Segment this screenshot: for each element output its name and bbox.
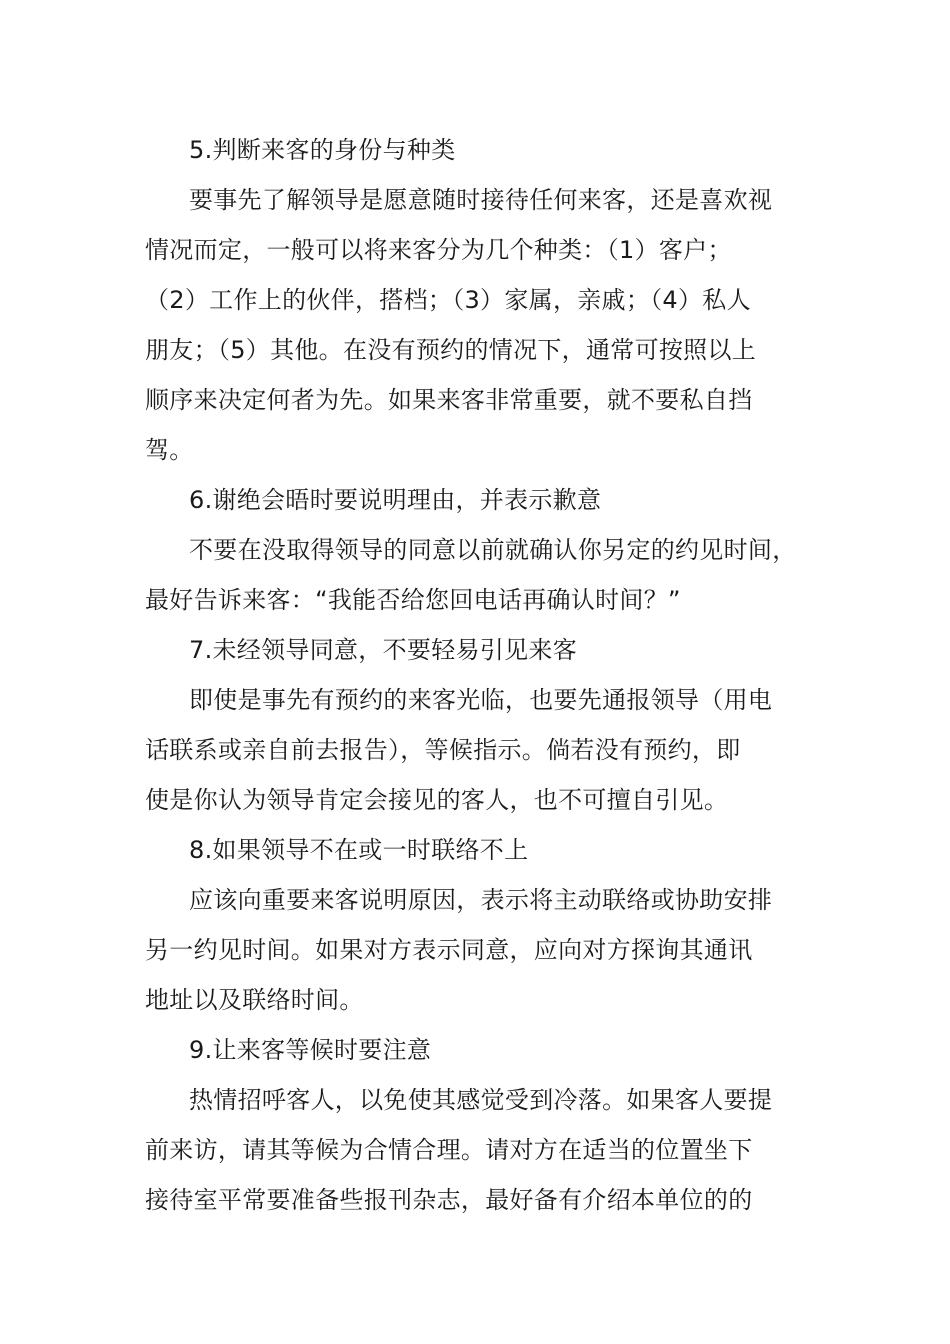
paragraph-line: 前来访，请其等候为合情合理。请对方在适当的位置坐下 xyxy=(145,1136,753,1164)
paragraph-line: 驾。 xyxy=(145,436,194,464)
heading-8: 8.如果领导不在或一时联络不上 xyxy=(189,836,529,864)
paragraph-line: 不要在没取得领导的同意以前就确认你另定的约见时间， xyxy=(189,536,797,564)
paragraph-line: 最好告诉来客：“我能否给您回电话再确认时间？” xyxy=(145,586,681,614)
paragraph-line: 地址以及联络时间。 xyxy=(145,986,364,1014)
paragraph-line: （2）工作上的伙伴，搭档；（3）家属，亲戚；（4）私人 xyxy=(145,286,751,314)
heading-7: 7.未经领导同意，不要轻易引见来客 xyxy=(189,636,577,664)
paragraph-line: 热情招呼客人，以免使其感觉受到冷落。如果客人要提 xyxy=(189,1086,773,1114)
document-body xyxy=(145,125,825,1225)
paragraph-line: 顺序来决定何者为先。如果来客非常重要，就不要私自挡 xyxy=(145,386,753,414)
paragraph-line: 使是你认为领导肯定会接见的客人，也不可擅自引见。 xyxy=(145,786,729,814)
heading-6: 6.谢绝会晤时要说明理由，并表示歉意 xyxy=(189,486,602,514)
paragraph-line: 情况而定，一般可以将来客分为几个种类：（1）客户； xyxy=(145,236,732,264)
heading-9: 9.让来客等候时要注意 xyxy=(189,1036,432,1064)
paragraph-line: 要事先了解领导是愿意随时接待任何来客，还是喜欢视 xyxy=(189,186,773,214)
paragraph-line: 另一约见时间。如果对方表示同意，应向对方探询其通讯 xyxy=(145,936,753,964)
paragraph-line: 接待室平常要准备些报刊杂志，最好备有介绍本单位的的 xyxy=(145,1186,753,1214)
heading-5: 5.判断来客的身份与种类 xyxy=(189,136,456,164)
paragraph-line: 话联系或亲自前去报告），等候指示。倘若没有预约，即 xyxy=(145,736,741,764)
paragraph-line: 朋友；（5）其他。在没有预约的情况下，通常可按照以上 xyxy=(145,336,757,364)
paragraph-line: 即使是事先有预约的来客光临，也要先通报领导（用电 xyxy=(189,686,773,714)
paragraph-line: 应该向重要来客说明原因，表示将主动联络或协助安排 xyxy=(189,886,773,914)
